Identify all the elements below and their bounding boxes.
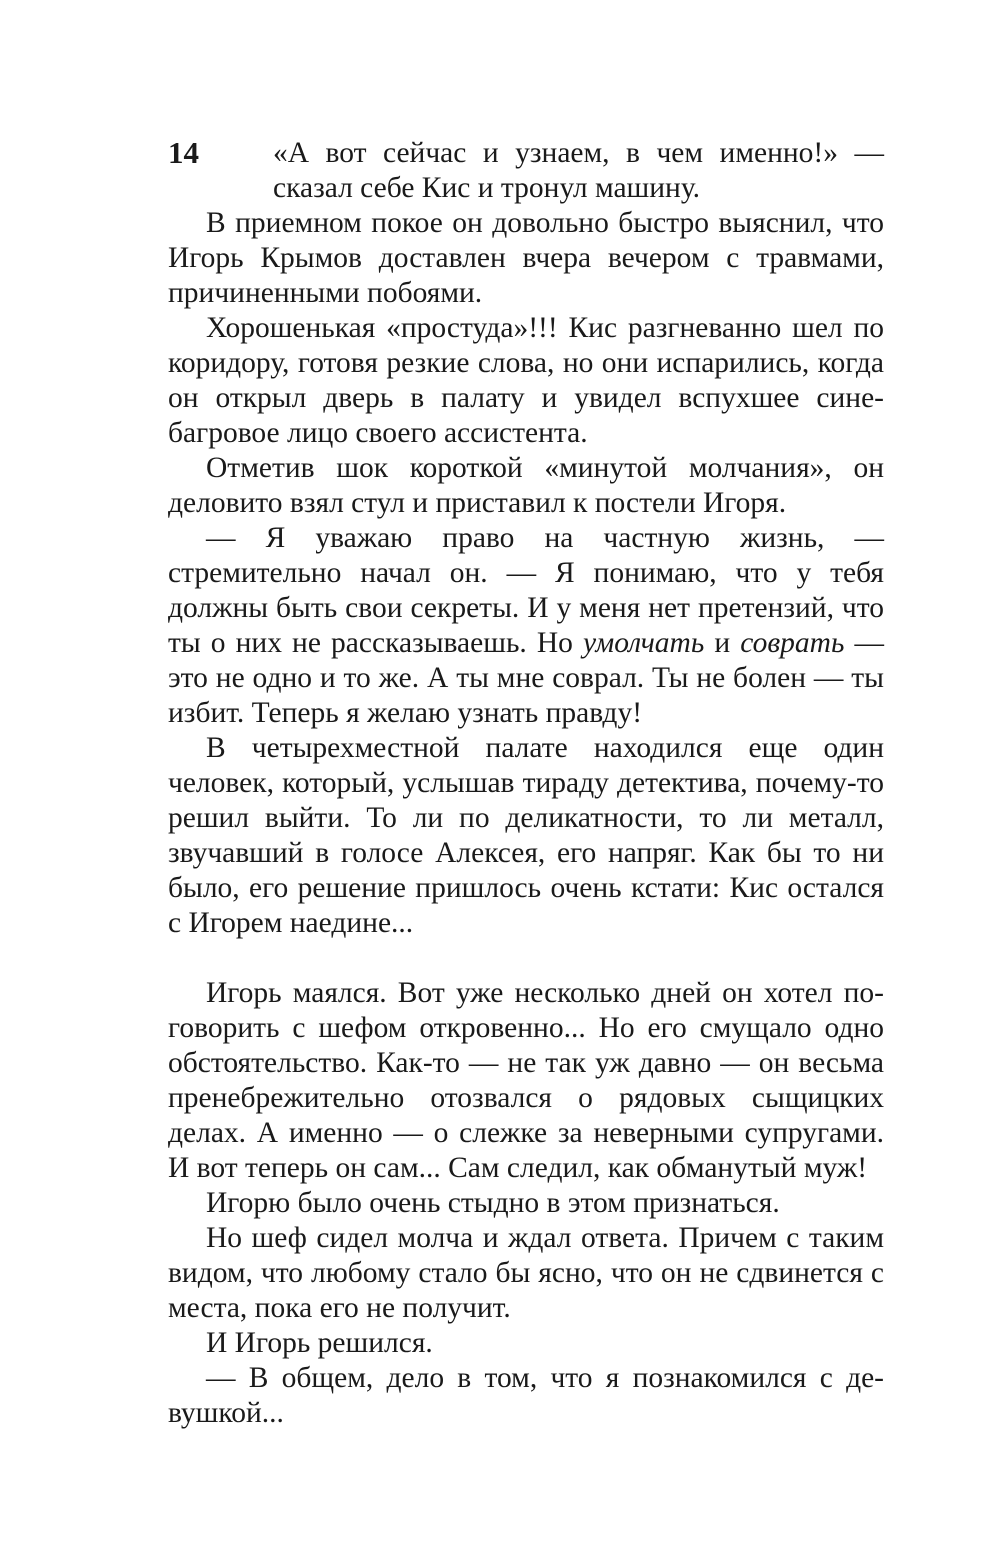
italic-word: соврать [740,627,845,659]
body-text [168,136,884,1431]
paragraph: Игорю было очень стыдно в этом признаться. [206,1187,780,1219]
text-run: — Я уважаю право на частную жизнь, — стремительно начал он. — Я понимаю, что у тебя должны быть свои секреты. И у меня нет претензий, что ты о них не рассказываешь. Но [168,522,884,659]
paragraph: Игорь маялся. Вот уже несколько дней он хотел поговорить с шефом откровенно... Но его смущало одно обстоятельство. Как-то — не так уж давно — он весьма пренебрежительно отозвался о рядовых сыщицких делах. А именно — о слежке за неверными супругами. И вот теперь он сам... Сам следил, как обманутый муж! [168,977,884,1184]
page-number: 14 [168,135,199,170]
text-run: и [704,627,741,659]
paragraph: Отметив шок короткой «минутой молчания», он деловито взял стул и приставил к постели Игоря. [168,452,884,519]
text-run: — это не одно и то же. А ты мне соврал. Ты не болен — ты избит. Теперь я желаю узнать правду! [168,627,884,729]
paragraph: «А вот сейчас и узнаем, в чем именно!» — сказал себе Кис и тронул машину. [273,137,884,204]
paragraph: И Игорь решился. [206,1327,433,1359]
paragraph: В приемном покое он довольно быстро выяснил, что Игорь Крымов доставлен вчера вечером с травмами, причиненными побоями. [168,207,884,309]
italic-word: умолчать [583,627,705,659]
paragraph: В четырехместной палате находился еще один человек, который, услышав тираду детектива, почему-то решил выйти. То ли по деликатности, то ли металл, звучавший в голосе Алексея, его напряг. Как бы то ни было, его решение пришлось очень кстати: Кис остался с Игорем наедине... [168,732,884,939]
paragraph: Хорошенькая «простуда»!!! Кис разгневанно шел по коридору, готовя резкие слова, но они испарились, когда он открыл дверь в палату и увидел вспухшее сине-багровое лицо своего ассистента. [168,312,884,449]
paragraph: — В общем, дело в том, что я познакомился с девушкой... [168,1362,884,1429]
paragraph [168,521,884,731]
paragraph: Но шеф сидел молча и ждал ответа. Причем с таким видом, что любому стало бы ясно, что он не сдвинется с места, пока его не получит. [168,1222,884,1324]
